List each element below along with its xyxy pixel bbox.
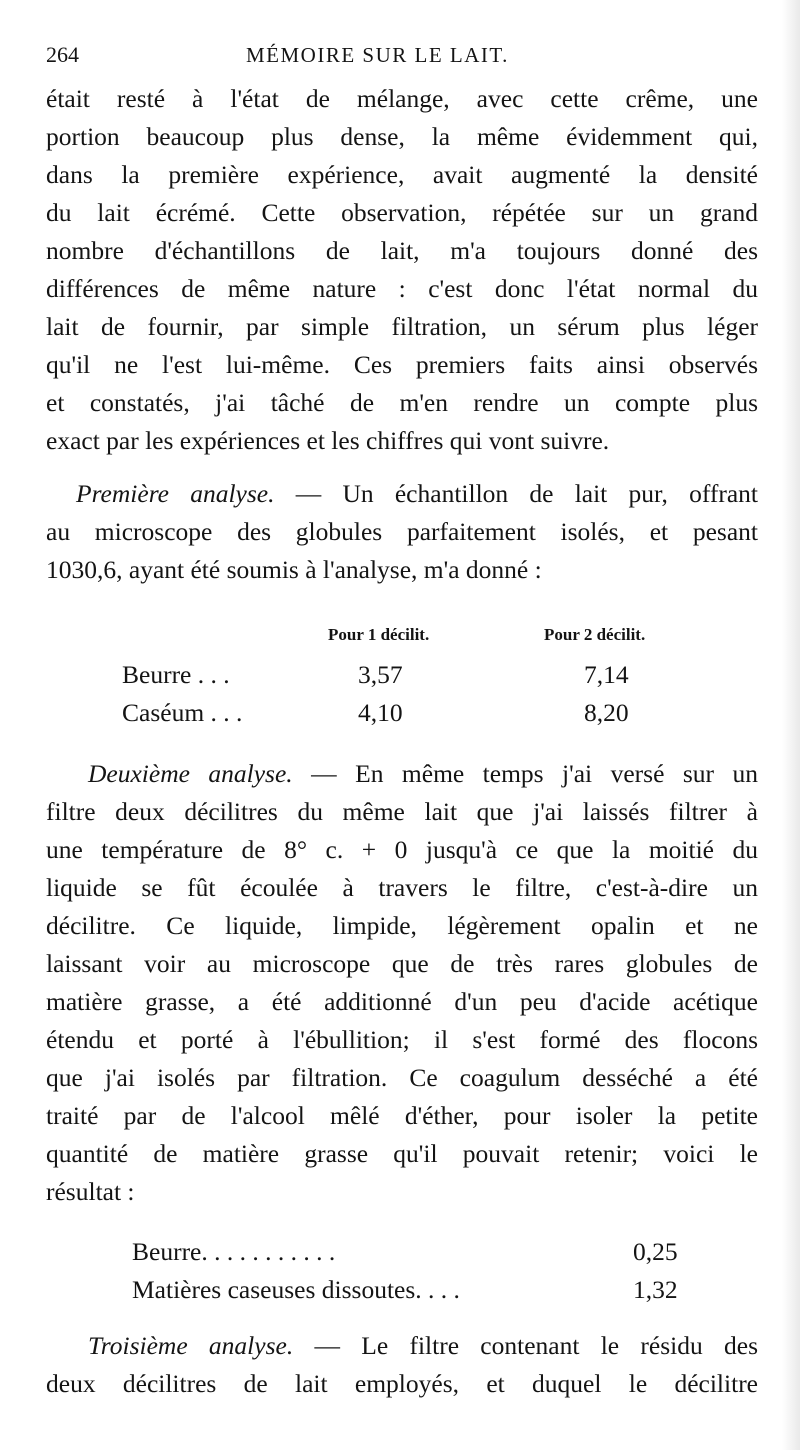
- text-line: matière grasse, a été additionné d'un peu d'acide acétique: [46, 987, 758, 1016]
- text-line: exact par les expériences et les chiffres qui vont suivre.: [46, 426, 610, 455]
- page-edge-shadow: [782, 0, 800, 1450]
- text-line: et constatés, j'ai tâché de m'en rendre un compte plus: [46, 388, 758, 417]
- text-line: deux décilitres de lait employés, et duquel le décilitre: [46, 1369, 758, 1398]
- table-row-label: Beurre . . .: [122, 660, 230, 689]
- table-cell: 0,25: [633, 1237, 678, 1266]
- text-line: [46, 1327, 758, 1365]
- text-line: portion beaucoup plus dense, la même évidemment qui,: [46, 122, 758, 151]
- text-line: une température de 8° c. + 0 jusqu'à ce que la moitié du: [46, 835, 758, 864]
- text-line: était resté à l'état de mélange, avec cette crême, une: [46, 84, 758, 113]
- analysis-1-heading: Première analyse.: [76, 479, 275, 508]
- analysis-3-heading: Troisième analyse.: [88, 1331, 294, 1360]
- analysis-3-line: — Le filtre contenant le résidu des: [314, 1331, 758, 1360]
- text-line: 1030,6, ayant été soumis à l'analyse, m'a donné :: [46, 555, 542, 584]
- analysis-2-line: — En même temps j'ai versé sur un: [311, 759, 759, 788]
- text-line: lait de fournir, par simple filtration, un sérum plus léger: [46, 312, 758, 341]
- text-line: filtre deux décilitres du même lait que j'ai laissés filtrer à: [46, 797, 758, 826]
- text-line: décilitre. Ce liquide, limpide, légèrement opalin et ne: [46, 911, 758, 940]
- text-line: au microscope des globules parfaitement isolés, et pesant: [46, 517, 758, 546]
- text-line: quantité de matière grasse qu'il pouvait retenir; voici le: [46, 1139, 758, 1168]
- text-line: [46, 475, 758, 513]
- text-line: résultat :: [46, 1177, 135, 1206]
- running-title: MÉMOIRE SUR LE LAIT.: [246, 43, 509, 67]
- table-row-label: Matières caseuses dissoutes. . . .: [132, 1275, 460, 1304]
- table-row-label: Caséum . . .: [122, 698, 243, 727]
- text-line: [46, 755, 758, 793]
- table-1-header-1: Pour 1 décilit.: [328, 625, 430, 644]
- text-line: traité par de l'alcool mêlé d'éther, pour isoler la petite: [46, 1101, 758, 1130]
- page-number: 264: [46, 42, 79, 67]
- text-line: laissant voir au microscope que de très rares globules de: [46, 949, 758, 978]
- text-line: dans la première expérience, avait augmenté la densité: [46, 160, 758, 189]
- text-line: que j'ai isolés par filtration. Ce coagulum desséché a été: [46, 1063, 758, 1092]
- text-line: différences de même nature : c'est donc l'état normal du: [46, 274, 758, 303]
- analysis-2-heading: Deuxième analyse.: [88, 759, 293, 788]
- text-line: du lait écrémé. Cette observation, répétée sur un grand: [46, 198, 758, 227]
- table-cell: 8,20: [584, 698, 629, 727]
- table-cell: 7,14: [584, 660, 629, 689]
- table-cell: 1,32: [633, 1275, 678, 1304]
- analysis-1-line: — Un échantillon de lait pur, offrant: [295, 479, 758, 508]
- table-1-header-2: Pour 2 décilit.: [544, 625, 646, 644]
- text-line: liquide se fût écoulée à travers le filtre, c'est-à-dire un: [46, 873, 758, 902]
- table-cell: 3,57: [358, 660, 403, 689]
- text-line: qu'il ne l'est lui-même. Ces premiers faits ainsi observés: [46, 350, 758, 379]
- table-row-label: Beurre. . . . . . . . . . .: [132, 1237, 336, 1266]
- table-cell: 4,10: [358, 698, 403, 727]
- page-header: [46, 42, 746, 82]
- text-line: nombre d'échantillons de lait, m'a toujours donné des: [46, 236, 758, 265]
- text-line: étendu et porté à l'ébullition; il s'est formé des flocons: [46, 1025, 758, 1054]
